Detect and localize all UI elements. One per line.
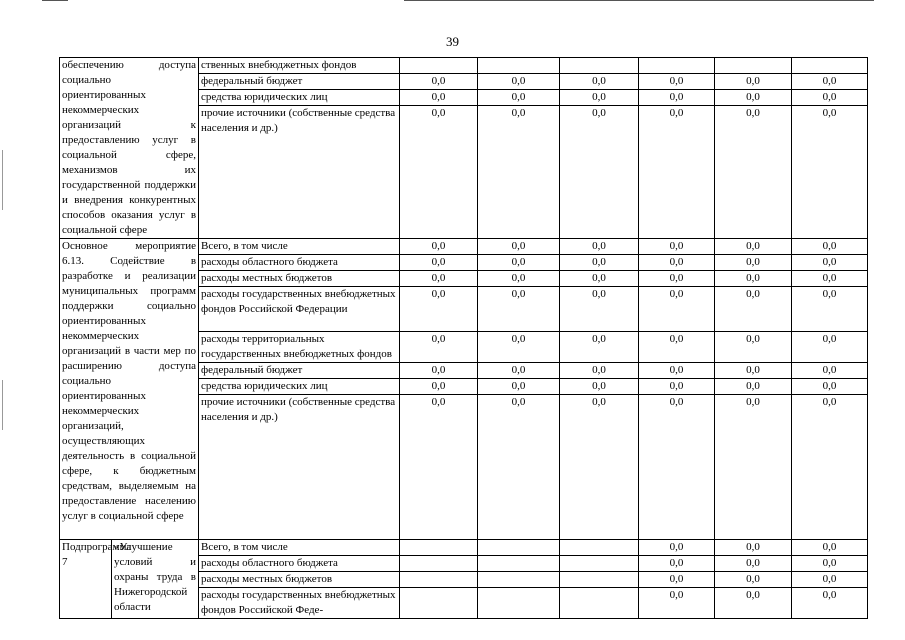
value-cell: 0,0	[560, 332, 639, 363]
value-cell: 0,0	[792, 556, 868, 572]
value-cell: 0,0	[639, 395, 715, 540]
value-cell	[400, 572, 478, 588]
funding-source: расходы государственных внебюджетных фондов Российской Феде-	[199, 588, 400, 619]
value-cell: 0,0	[639, 239, 715, 255]
value-cell: 0,0	[792, 287, 868, 332]
value-cell: 0,0	[792, 363, 868, 379]
value-cell: 0,0	[792, 572, 868, 588]
value-cell	[639, 58, 715, 74]
value-cell: 0,0	[639, 287, 715, 332]
value-cell: 0,0	[792, 239, 868, 255]
value-cell: 0,0	[400, 74, 478, 90]
value-cell: 0,0	[715, 540, 792, 556]
value-cell	[792, 58, 868, 74]
value-cell: 0,0	[715, 332, 792, 363]
value-cell	[400, 588, 478, 619]
value-cell: 0,0	[400, 90, 478, 106]
value-cell	[560, 572, 639, 588]
value-cell: 0,0	[560, 287, 639, 332]
value-cell: 0,0	[792, 74, 868, 90]
funding-table	[59, 57, 868, 619]
value-cell	[400, 58, 478, 74]
value-cell: 0,0	[639, 540, 715, 556]
value-cell	[715, 58, 792, 74]
value-cell: 0,0	[478, 106, 560, 239]
funding-source: прочие источники (собственные средства населения и др.)	[199, 395, 400, 540]
funding-source: средства юридических лиц	[199, 90, 400, 106]
value-cell: 0,0	[715, 363, 792, 379]
measure-description: Основное мероприятие 6.13. Содействие в разработке и реализации муниципальных программ поддержки социально ориентированных некоммерческих организаций в части мер по расширению доступа социально ориентированных некоммерческих организаций, осуществляющих деятельность в социальной сфере, к бюджетным средствам, выделяемым на предоставление населению услуг в социальной сфере	[60, 239, 199, 540]
value-cell: 0,0	[560, 379, 639, 395]
value-cell: 0,0	[792, 588, 868, 619]
value-cell: 0,0	[792, 271, 868, 287]
value-cell: 0,0	[400, 255, 478, 271]
value-cell: 0,0	[639, 332, 715, 363]
value-cell: 0,0	[478, 287, 560, 332]
value-cell: 0,0	[560, 106, 639, 239]
value-cell: 0,0	[478, 379, 560, 395]
value-cell	[478, 540, 560, 556]
value-cell: 0,0	[715, 90, 792, 106]
value-cell: 0,0	[639, 588, 715, 619]
value-cell	[560, 58, 639, 74]
funding-source: Всего, в том числе	[199, 239, 400, 255]
value-cell: 0,0	[715, 106, 792, 239]
funding-source: федеральный бюджет	[199, 74, 400, 90]
value-cell: 0,0	[639, 255, 715, 271]
value-cell: 0,0	[560, 255, 639, 271]
value-cell: 0,0	[715, 287, 792, 332]
value-cell: 0,0	[400, 106, 478, 239]
value-cell: 0,0	[792, 90, 868, 106]
value-cell: 0,0	[400, 332, 478, 363]
funding-source: расходы территориальных государственных внебюджетных фондов	[199, 332, 400, 363]
value-cell: 0,0	[400, 395, 478, 540]
scan-edge-mark	[2, 380, 3, 430]
funding-source: расходы областного бюджета	[199, 255, 400, 271]
value-cell: 0,0	[400, 287, 478, 332]
value-cell: 0,0	[639, 271, 715, 287]
value-cell: 0,0	[715, 588, 792, 619]
value-cell	[560, 588, 639, 619]
measure-description: обеспечению доступа социально ориентированных некоммерческих организаций к предоставлению услуг в социальной сфере, механизмов их государственной поддержки и внедрения конкурентных способов оказания услуг в социальной сфере	[60, 58, 199, 239]
value-cell: 0,0	[560, 239, 639, 255]
value-cell: 0,0	[478, 271, 560, 287]
value-cell: 0,0	[478, 90, 560, 106]
value-cell: 0,0	[792, 332, 868, 363]
funding-source: средства юридических лиц	[199, 379, 400, 395]
top-edge-line-left	[42, 0, 68, 1]
value-cell: 0,0	[715, 395, 792, 540]
value-cell: 0,0	[400, 363, 478, 379]
value-cell: 0,0	[560, 74, 639, 90]
value-cell: 0,0	[639, 90, 715, 106]
scan-edge-mark	[2, 150, 3, 210]
funding-source: расходы местных бюджетов	[199, 572, 400, 588]
value-cell: 0,0	[478, 74, 560, 90]
value-cell: 0,0	[478, 239, 560, 255]
value-cell	[400, 540, 478, 556]
funding-source: Всего, в том числе	[199, 540, 400, 556]
funding-source: расходы местных бюджетов	[199, 271, 400, 287]
value-cell: 0,0	[639, 379, 715, 395]
funding-source: расходы государственных внебюджетных фондов Российской Федерации	[199, 287, 400, 332]
value-cell: 0,0	[478, 395, 560, 540]
value-cell	[478, 572, 560, 588]
value-cell	[478, 58, 560, 74]
table-row	[60, 540, 868, 556]
page-number: 39	[446, 34, 459, 49]
funding-source: прочие источники (собственные средства населения и др.)	[199, 106, 400, 239]
value-cell: 0,0	[400, 271, 478, 287]
value-cell: 0,0	[639, 363, 715, 379]
subprogram-description: «Улучшение условий и охраны труда в Нижегородской области	[112, 540, 199, 619]
value-cell: 0,0	[478, 363, 560, 379]
table-row	[60, 58, 868, 74]
value-cell: 0,0	[715, 271, 792, 287]
value-cell: 0,0	[792, 255, 868, 271]
funding-source: федеральный бюджет	[199, 363, 400, 379]
value-cell: 0,0	[400, 379, 478, 395]
value-cell: 0,0	[639, 572, 715, 588]
value-cell: 0,0	[715, 379, 792, 395]
value-cell: 0,0	[792, 540, 868, 556]
funding-source: расходы областного бюджета	[199, 556, 400, 572]
value-cell	[560, 556, 639, 572]
funding-source: ственных внебюджетных фондов	[199, 58, 400, 74]
value-cell: 0,0	[715, 239, 792, 255]
subprogram-label: Подпрограмма 7	[60, 540, 112, 619]
value-cell: 0,0	[715, 556, 792, 572]
value-cell: 0,0	[715, 255, 792, 271]
value-cell: 0,0	[560, 363, 639, 379]
value-cell	[560, 540, 639, 556]
value-cell: 0,0	[560, 395, 639, 540]
table-row	[60, 239, 868, 255]
value-cell: 0,0	[639, 556, 715, 572]
value-cell	[478, 556, 560, 572]
value-cell: 0,0	[639, 74, 715, 90]
value-cell: 0,0	[560, 90, 639, 106]
value-cell: 0,0	[400, 239, 478, 255]
value-cell: 0,0	[715, 572, 792, 588]
value-cell: 0,0	[792, 106, 868, 239]
value-cell: 0,0	[560, 271, 639, 287]
value-cell: 0,0	[478, 332, 560, 363]
value-cell	[400, 556, 478, 572]
top-edge-line-right	[404, 0, 874, 1]
value-cell: 0,0	[639, 106, 715, 239]
value-cell: 0,0	[792, 395, 868, 540]
value-cell: 0,0	[792, 379, 868, 395]
value-cell: 0,0	[715, 74, 792, 90]
value-cell: 0,0	[478, 255, 560, 271]
value-cell	[478, 588, 560, 619]
